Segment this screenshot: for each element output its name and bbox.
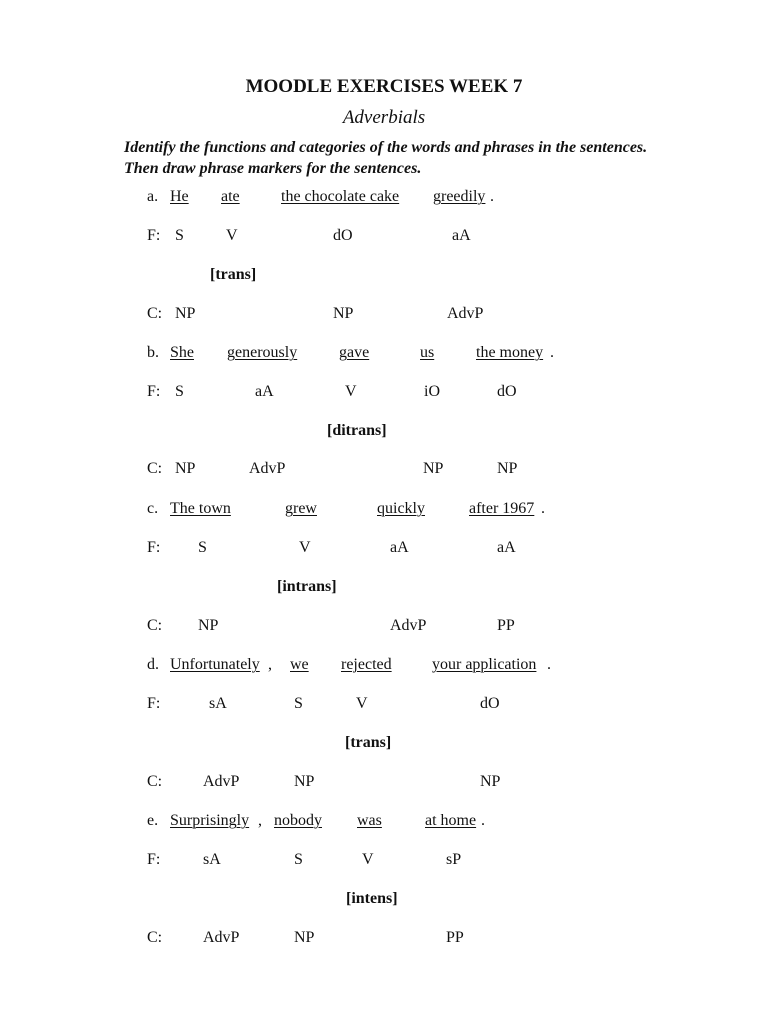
sentence-period: .: [547, 656, 551, 673]
function-tag: V: [356, 695, 368, 712]
instruction-line-2: Then draw phrase markers for the sentences.: [124, 160, 422, 177]
function-tag: dO: [480, 695, 500, 712]
sentence-word: at home: [425, 812, 477, 829]
page-subtitle: Adverbials: [342, 107, 426, 128]
verb-type: [trans]: [345, 734, 392, 751]
sentence-period: .: [550, 344, 554, 361]
sentence-word: gave: [339, 344, 370, 361]
sentence-word: He: [170, 188, 189, 205]
sentence-word: rejected: [341, 656, 392, 673]
sentence-period: .: [541, 500, 545, 517]
category-tag: NP: [497, 460, 518, 477]
sentence-word: the chocolate cake: [281, 188, 400, 205]
sentence-letter: b.: [147, 344, 159, 361]
function-label: F:: [147, 695, 161, 712]
category-tag: PP: [446, 929, 464, 946]
function-tag: iO: [424, 383, 440, 400]
sentence-word: She: [170, 344, 194, 361]
sentence-word: us: [420, 344, 435, 361]
function-tag: dO: [497, 383, 517, 400]
category-tag: NP: [294, 773, 315, 790]
sentence-word: generously: [227, 344, 298, 361]
category-tag: PP: [497, 617, 515, 634]
sentence-word: after 1967: [469, 500, 535, 517]
category-tag: AdvP: [390, 617, 427, 634]
function-tag: dO: [333, 227, 353, 244]
page-title: MOODLE EXERCISES WEEK 7: [245, 76, 523, 97]
sentence-word: ate: [221, 188, 240, 205]
sentence-comma: ,: [268, 656, 272, 673]
sentence-period: .: [481, 812, 485, 829]
sentence-word: The town: [170, 500, 231, 517]
sentence-letter: e.: [147, 812, 159, 829]
function-label: F:: [147, 539, 161, 556]
function-tag: S: [175, 383, 184, 400]
function-tag: V: [299, 539, 311, 556]
category-tag: NP: [175, 460, 196, 477]
category-label: C:: [147, 460, 163, 477]
category-tag: NP: [423, 460, 444, 477]
category-tag: NP: [175, 305, 196, 322]
function-label: F:: [147, 227, 161, 244]
sentence-comma: ,: [258, 812, 262, 829]
function-tag: S: [198, 539, 207, 556]
sentence-word: Unfortunately: [170, 656, 260, 673]
function-tag: V: [226, 227, 238, 244]
verb-type: [ditrans]: [327, 422, 387, 439]
sentence-word: nobody: [274, 812, 322, 829]
function-tag: aA: [452, 227, 471, 244]
sentence-word: grew: [285, 500, 317, 517]
function-tag: sP: [446, 851, 462, 868]
function-label: F:: [147, 851, 161, 868]
function-tag: sA: [203, 851, 221, 868]
function-tag: V: [362, 851, 374, 868]
category-label: C:: [147, 773, 163, 790]
sentence-word: quickly: [377, 500, 425, 517]
category-tag: NP: [333, 305, 354, 322]
function-tag: aA: [497, 539, 516, 556]
function-tag: sA: [209, 695, 227, 712]
sentence-letter: a.: [147, 188, 159, 205]
category-tag: NP: [198, 617, 219, 634]
category-tag: AdvP: [249, 460, 286, 477]
sentence-word: greedily: [433, 188, 486, 205]
category-tag: AdvP: [203, 773, 240, 790]
instruction-line-1: Identify the functions and categories of the words and phrases in the sentences.: [124, 139, 648, 156]
sentence-word: we: [290, 656, 309, 673]
sentence-word: your application: [432, 656, 537, 673]
function-tag: S: [294, 695, 303, 712]
sentence-letter: d.: [147, 656, 159, 673]
function-tag: V: [345, 383, 357, 400]
verb-type: [intrans]: [277, 578, 337, 595]
category-tag: NP: [480, 773, 501, 790]
sentence-period: .: [490, 188, 494, 205]
verb-type: [intens]: [346, 890, 398, 907]
verb-type: [trans]: [210, 266, 257, 283]
function-label: F:: [147, 383, 161, 400]
category-label: C:: [147, 305, 163, 322]
sentence-letter: c.: [147, 500, 159, 517]
function-tag: aA: [255, 383, 274, 400]
function-tag: aA: [390, 539, 409, 556]
category-label: C:: [147, 617, 163, 634]
category-tag: NP: [294, 929, 315, 946]
category-tag: AdvP: [203, 929, 240, 946]
sentence-word: the money: [476, 344, 544, 361]
sentence-word: was: [357, 812, 382, 829]
category-label: C:: [147, 929, 163, 946]
sentence-word: Surprisingly: [170, 812, 250, 829]
category-tag: AdvP: [447, 305, 484, 322]
function-tag: S: [175, 227, 184, 244]
function-tag: S: [294, 851, 303, 868]
